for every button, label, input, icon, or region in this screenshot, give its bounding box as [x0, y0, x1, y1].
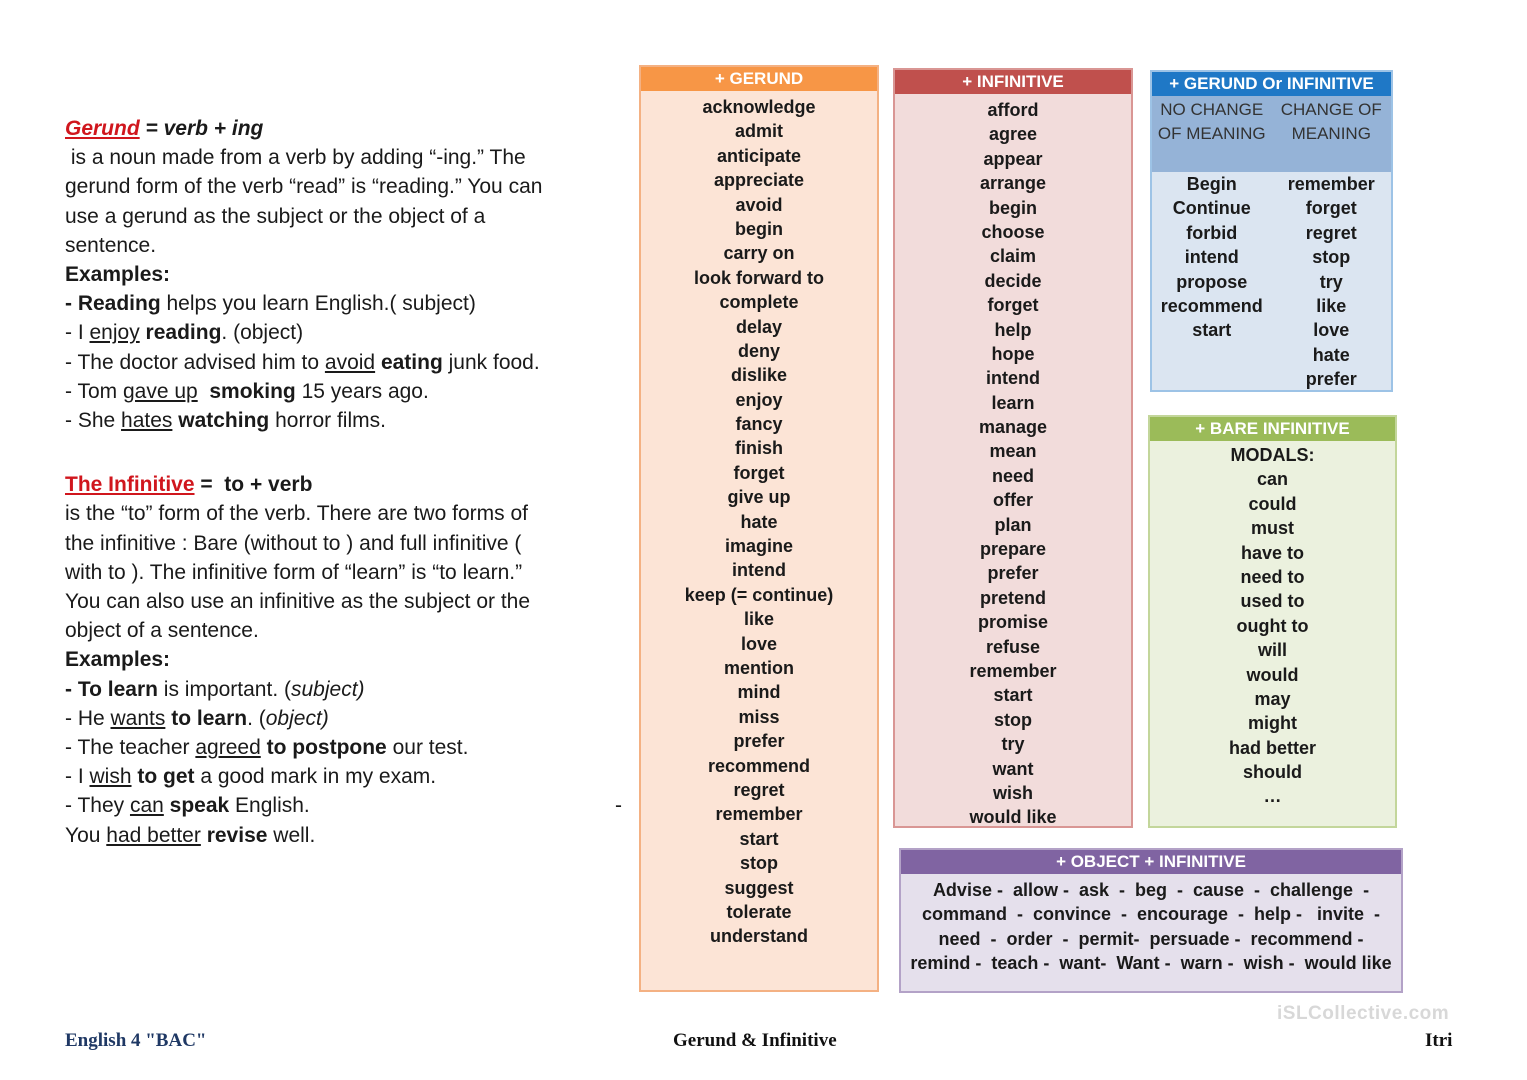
- sentence-text: - He: [65, 706, 111, 730]
- modal-verb: had better: [1228, 737, 1316, 758]
- key-verb: wants: [110, 706, 166, 730]
- example-sentence: [65, 733, 630, 762]
- key-verb: gave up: [122, 379, 198, 403]
- infinitive-verb: claim: [989, 246, 1037, 267]
- key-verb: had better: [106, 823, 201, 847]
- infinitive-verb: choose: [981, 221, 1045, 242]
- explanation-column: [65, 114, 630, 850]
- gerund-verb: imagine: [724, 536, 794, 557]
- infinitive-verb: prefer: [987, 563, 1039, 584]
- sentence-text: You: [65, 823, 107, 847]
- gerund-verb: delay: [735, 316, 783, 337]
- gerund-verb: hate: [740, 511, 778, 532]
- gerund-verb: anticipate: [716, 145, 802, 166]
- gerund-or-infinitive-form: -: [65, 292, 78, 316]
- change-verb: love: [1313, 320, 1350, 341]
- example-sentence: [65, 406, 630, 435]
- gerund-term: Gerund: [65, 117, 140, 140]
- infinitive-verb: start: [993, 685, 1033, 706]
- modal-verb: would: [1246, 664, 1299, 685]
- sentence-text: . (: [247, 706, 266, 730]
- sentence-text: our test.: [386, 736, 469, 760]
- gerund-heading: [65, 114, 630, 143]
- infinitive-examples: [65, 675, 630, 850]
- infinitive-verb: plan: [994, 514, 1032, 535]
- gerund-verb: like: [743, 609, 775, 630]
- example-sentence: [65, 348, 630, 377]
- gerund-verb: avoid: [735, 194, 783, 215]
- bare-infinitive-box: [1148, 415, 1397, 828]
- no-change-verb: forbid: [1186, 222, 1238, 243]
- modal-verb: will: [1257, 640, 1287, 661]
- object-infinitive-line: command - convince - encourage - help - invite -: [921, 904, 1381, 925]
- gerund-verb: finish: [735, 438, 783, 459]
- gerund-verb: enjoy: [735, 389, 783, 410]
- sentence-text: - I: [65, 765, 90, 789]
- gerund-definition: [65, 143, 630, 260]
- gerund-or-infinitive-form: speak: [169, 794, 230, 818]
- modal-verb: might: [1248, 713, 1297, 734]
- sentence-text: object): [265, 706, 329, 730]
- sentence-text: subject): [291, 677, 365, 701]
- infinitive-verb: afford: [987, 100, 1039, 120]
- infinitive-verb: begin: [989, 197, 1037, 218]
- infinitive-verb: help: [994, 319, 1032, 340]
- infinitive-verb: need: [991, 465, 1034, 486]
- gerund-verb: keep (= continue): [684, 584, 834, 605]
- gerund-verb-list: [641, 95, 877, 949]
- example-sentence: [65, 377, 630, 406]
- trailing-dash: -: [615, 794, 622, 818]
- meaning-headers: [1152, 96, 1391, 172]
- gerund-verb: stop: [740, 853, 778, 874]
- gerund-verb: dislike: [730, 365, 788, 386]
- gerund-or-infinitive-form: to get: [137, 765, 195, 789]
- sentence-text: - The doctor advised him to: [65, 350, 325, 374]
- gerund-verb: start: [739, 828, 779, 849]
- example-sentence: [65, 791, 630, 820]
- no-change-verb: intend: [1184, 247, 1239, 268]
- sentence-text: helps you learn English.( subject): [160, 292, 476, 316]
- no-change-verb-list: [1152, 172, 1272, 392]
- infinitive-verb: hope: [991, 343, 1035, 364]
- object-infinitive-line: Advise - allow - ask - beg - cause - challenge -: [932, 880, 1370, 900]
- gerund-verb: intend: [732, 560, 786, 581]
- no-change-header: NO CHANGE OF MEANING: [1157, 100, 1266, 144]
- gerund-verb: tolerate: [726, 901, 792, 922]
- change-verb: prefer: [1305, 369, 1357, 390]
- change-verb: forget: [1305, 198, 1357, 219]
- infinitive-verb: offer: [993, 490, 1033, 511]
- modal-verb: have to: [1240, 542, 1305, 563]
- gerund-or-infinitive-form: watching: [178, 409, 270, 433]
- infinitive-verb: remember: [969, 660, 1057, 681]
- infinitive-verb: refuse: [985, 636, 1041, 657]
- infinitive-verb: agree: [988, 124, 1038, 145]
- infinitive-verb: learn: [991, 392, 1035, 413]
- infinitive-verb: stop: [994, 709, 1032, 730]
- footer-course: English 4 "BAC": [65, 1030, 207, 1051]
- modal-verb: must: [1250, 518, 1294, 539]
- watermark: iSLCollective.com: [1277, 1003, 1450, 1024]
- gerund-formula: = verb + ing: [139, 117, 264, 140]
- gerund-or-infinitive-form: To learn: [77, 677, 158, 701]
- sentence-text: - She: [65, 409, 122, 433]
- change-verb: try: [1319, 271, 1343, 292]
- infinitive-verb: pretend: [979, 587, 1046, 608]
- definition-line: You can also use an infinitive as the subject or the: [65, 590, 531, 614]
- infinitive-verb: arrange: [979, 173, 1047, 194]
- gerund-verb: suggest: [724, 877, 794, 898]
- gerund-verb: give up: [727, 487, 791, 508]
- gerund-verb: mind: [737, 682, 781, 703]
- gerund-verb: appreciate: [713, 170, 805, 191]
- definition-line: sentence.: [65, 233, 157, 257]
- gerund-verb: regret: [733, 779, 785, 800]
- example-sentence: [65, 675, 630, 704]
- infinitive-verb: promise: [977, 612, 1049, 633]
- gerund-or-infinitive-form: eating: [380, 350, 443, 374]
- gerund-or-infinitive-form: smoking: [209, 379, 296, 403]
- no-change-verb: propose: [1176, 271, 1248, 292]
- infinitive-box-title: + INFINITIVE: [895, 70, 1131, 94]
- footer-author: Itri: [1425, 1030, 1453, 1051]
- change-header: CHANGE OF MEANING: [1280, 100, 1382, 144]
- gerund-examples-label: Examples:: [65, 263, 171, 287]
- bare-infinitive-title: + BARE INFINITIVE: [1150, 417, 1395, 441]
- sentence-text: . (object): [221, 321, 304, 345]
- change-verb-list: [1272, 172, 1392, 392]
- sentence-text: horror films.: [269, 409, 386, 433]
- gerund-verb: remember: [715, 804, 803, 825]
- key-verb: agreed: [195, 736, 261, 760]
- definition-line: is a noun made from a verb by adding “-ing.” The: [65, 146, 526, 170]
- modal-verb: need to: [1240, 566, 1305, 587]
- infinitive-verb: would like: [969, 807, 1057, 828]
- sentence-text: - Tom: [65, 379, 123, 403]
- gerund-verbs-box: [639, 65, 879, 992]
- gerund-or-infinitive-title: + GERUND Or INFINITIVE: [1152, 72, 1391, 96]
- example-sentence: [65, 289, 630, 318]
- gerund-verb: begin: [735, 218, 783, 239]
- modal-verb: could: [1248, 493, 1297, 514]
- sentence-text: 15 years ago.: [295, 379, 429, 403]
- modal-verb: can: [1256, 469, 1289, 490]
- object-infinitive-verbs: [901, 878, 1401, 976]
- definition-line: use a gerund as the subject or the object of a: [65, 204, 486, 228]
- footer-title: Gerund & Infinitive: [673, 1030, 837, 1051]
- infinitive-verb: prepare: [979, 539, 1047, 560]
- sentence-text: English.: [229, 794, 310, 818]
- definition-line: object of a sentence.: [65, 619, 259, 643]
- gerund-verb: admit: [734, 121, 783, 142]
- gerund-verb: understand: [709, 926, 808, 947]
- change-verb: remember: [1287, 174, 1375, 194]
- gerund-verb: carry on: [723, 243, 795, 264]
- gerund-or-infinitive-form: Reading: [77, 292, 161, 316]
- gerund-verb: complete: [719, 292, 799, 313]
- gerund-or-infinitive-box: [1150, 70, 1393, 392]
- gerund-verb: fancy: [735, 414, 783, 435]
- sentence-text: is important. (: [157, 677, 291, 701]
- gerund-box-title: + GERUND: [641, 67, 877, 91]
- gerund-verb: forget: [733, 462, 785, 483]
- object-infinitive-title: + OBJECT + INFINITIVE: [901, 850, 1401, 874]
- infinitive-verb-list: [895, 98, 1131, 830]
- modal-verb: may: [1254, 688, 1291, 709]
- infinitive-formula: = to + verb: [194, 473, 313, 497]
- sentence-text: well.: [267, 823, 316, 847]
- gerund-or-infinitive-form: reading: [145, 321, 222, 345]
- definition-line: the infinitive : Bare (without to ) and full infinitive (: [65, 531, 522, 555]
- key-verb: enjoy: [89, 321, 140, 345]
- infinitive-verbs-box: [893, 68, 1133, 828]
- infinitive-verb: forget: [987, 295, 1039, 316]
- key-verb: hates: [121, 409, 173, 433]
- sentence-text: - They: [65, 794, 130, 818]
- infinitive-term: The Infinitive: [65, 473, 195, 497]
- key-verb: can: [129, 794, 164, 818]
- infinitive-verb: mean: [989, 441, 1037, 462]
- modal-verb: used to: [1240, 591, 1305, 612]
- gerund-verb: mention: [724, 657, 794, 678]
- example-sentence: [65, 704, 630, 733]
- example-sentence: [65, 821, 630, 850]
- gerund-or-infinitive-form: to learn: [171, 706, 248, 730]
- sentence-text: a good mark in my exam.: [194, 765, 437, 789]
- infinitive-verb: decide: [984, 270, 1042, 291]
- infinitive-heading: [65, 470, 630, 499]
- object-infinitive-line: need - order - permit- persuade - recommend -: [938, 928, 1364, 949]
- change-verb: regret: [1305, 222, 1357, 243]
- change-verb: like: [1316, 295, 1347, 316]
- example-sentence: [65, 762, 630, 791]
- sentence-text: junk food.: [442, 350, 540, 374]
- change-verb: stop: [1312, 247, 1351, 268]
- infinitive-examples-label: Examples:: [65, 648, 171, 672]
- object-infinitive-line: remind - teach - want- Want - warn - wish - would like: [910, 953, 1392, 974]
- infinitive-verb: wish: [992, 782, 1033, 803]
- key-verb: avoid: [324, 350, 376, 374]
- definition-line: with to ). The infinitive form of “learn” is “to learn.”: [65, 560, 523, 584]
- gerund-verb: acknowledge: [702, 97, 816, 117]
- infinitive-verb: intend: [986, 368, 1040, 389]
- key-verb: wish: [89, 765, 132, 789]
- gerund-or-infinitive-form: -: [65, 677, 78, 701]
- example-sentence: [65, 318, 630, 347]
- no-change-verb: start: [1192, 320, 1232, 341]
- no-change-verb: recommend: [1160, 295, 1263, 316]
- gerund-verb: look forward to: [694, 267, 824, 288]
- modal-verb: should: [1243, 762, 1302, 783]
- gerund-verb: prefer: [733, 731, 785, 752]
- gerund-examples: [65, 289, 630, 435]
- gerund-verb: love: [740, 633, 778, 654]
- infinitive-verb: manage: [978, 417, 1048, 438]
- change-verb: hate: [1312, 344, 1350, 365]
- gerund-verb: deny: [737, 340, 780, 361]
- modal-verb: …: [1263, 786, 1282, 807]
- gerund-or-infinitive-form: to postpone: [266, 736, 387, 760]
- sentence-text: - I: [65, 321, 90, 345]
- sentence-text: - The teacher: [65, 736, 196, 760]
- object-infinitive-box: [899, 848, 1403, 993]
- definition-line: gerund form of the verb “read” is “reading.” You can: [65, 175, 543, 199]
- infinitive-verb: try: [1001, 734, 1025, 755]
- gerund-or-infinitive-form: revise: [206, 823, 268, 847]
- sentence-text: [198, 380, 210, 403]
- no-change-verb: Continue: [1172, 198, 1251, 219]
- definition-line: is the “to” form of the verb. There are two forms of: [65, 502, 528, 526]
- modal-verb: ought to: [1236, 615, 1309, 636]
- gerund-verb: miss: [738, 706, 780, 727]
- modal-verb: MODALS:: [1230, 445, 1315, 465]
- infinitive-verb: appear: [983, 148, 1043, 169]
- modal-verb-list: [1150, 443, 1395, 809]
- gerund-verb: recommend: [707, 755, 811, 776]
- infinitive-definition: [65, 499, 630, 645]
- infinitive-verb: want: [992, 758, 1034, 779]
- no-change-verb: Begin: [1186, 174, 1237, 194]
